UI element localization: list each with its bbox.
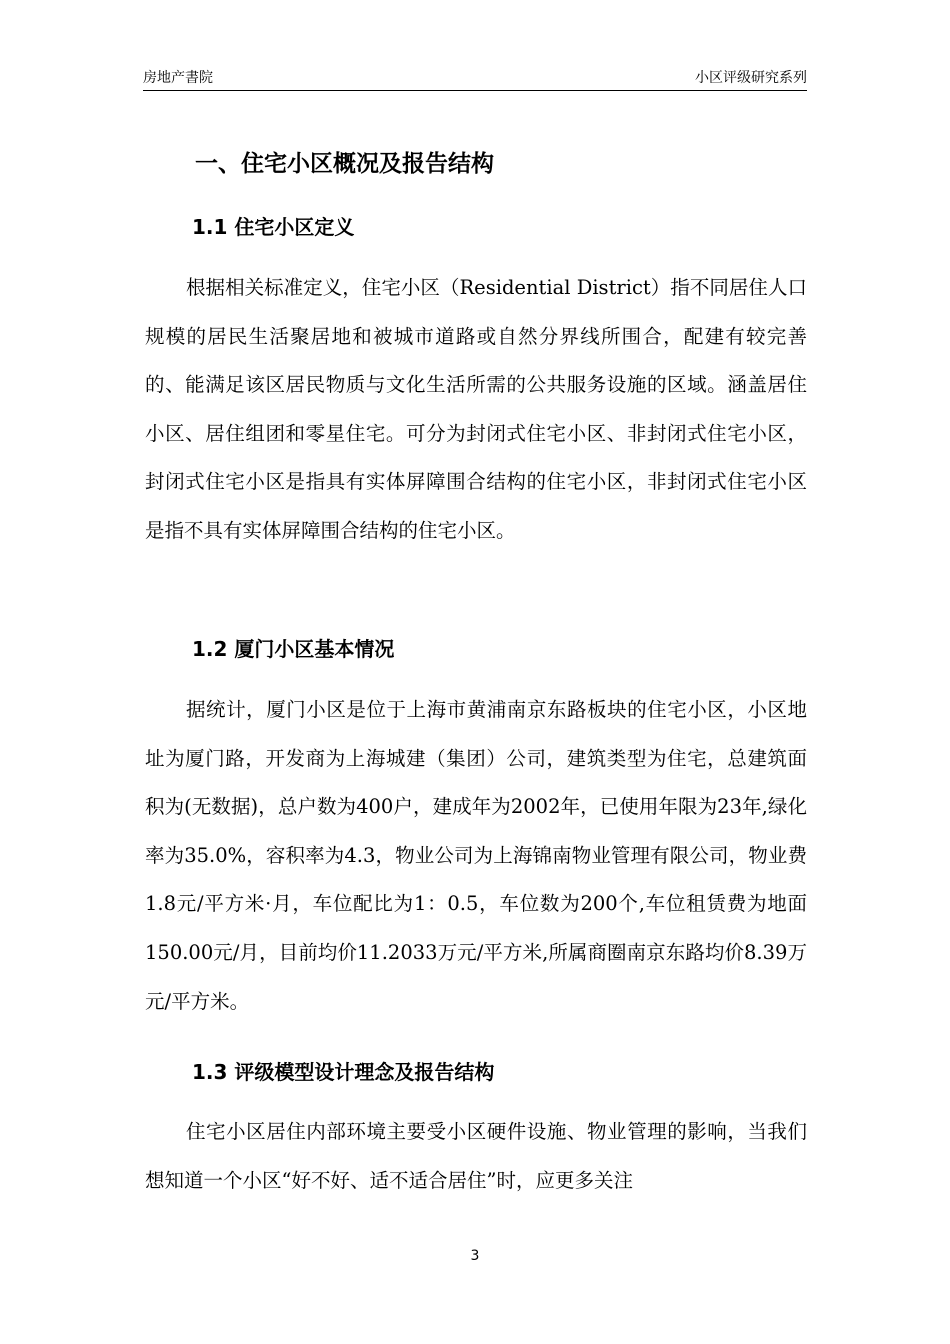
header-series-title: 小区评级研究系列 <box>695 70 807 86</box>
subsection-heading-model-design: 1.3 评级模型设计理念及报告结构 <box>192 1060 495 1084</box>
subsection-heading-basic-info: 1.2 厦门小区基本情况 <box>192 637 395 661</box>
section-title: 一、住宅小区概况及报告结构 <box>195 151 494 177</box>
paragraph-definition: 根据相关标准定义，住宅小区（Residential District）指不同居住人口规模的居民生活聚居地和被城市道路或自然分界线所围合，配建有较完善的、能满足该区居民物质与文化生活所需的公共服务设施的区域。涵盖居住小区、居住组团和零星住宅。可分为封闭式住宅小区、非封闭式住宅小区，封闭式住宅小区是指具有实体屏障围合结构的住宅小区，非封闭式住宅小区是指不具有实体屏障围合结构的住宅小区。 <box>145 276 807 542</box>
paragraph-model-design: 住宅小区居住内部环境主要受小区硬件设施、物业管理的影响，当我们想知道一个小区“好不好、适不适合居住”时，应更多关注 <box>145 1120 807 1192</box>
header-publisher: 房地产書院 <box>143 70 213 86</box>
paragraph-basic-info: 据统计，厦门小区是位于上海市黄浦南京东路板块的住宅小区，小区地址为厦门路，开发商为上海城建（集团）公司，建筑类型为住宅，总建筑面积为(无数据)，总户数为400户，建成年为2002年，已使用年限为23年,绿化率为35.0%，容积率为4.3，物业公司为上海锦南物业管理有限公司，物业费 1.8元/平方米·月，车位配比为1：0.5，车位数为200个,车位租赁费为地面150.00元/月，目前均价11.2033万元/平方米,所属商圈南京东路均价8.39万元/平方米。 <box>145 698 807 1013</box>
page-number: 3 <box>470 1248 480 1264</box>
page-header <box>143 66 807 91</box>
subsection-heading-definition: 1.1 住宅小区定义 <box>192 215 355 239</box>
